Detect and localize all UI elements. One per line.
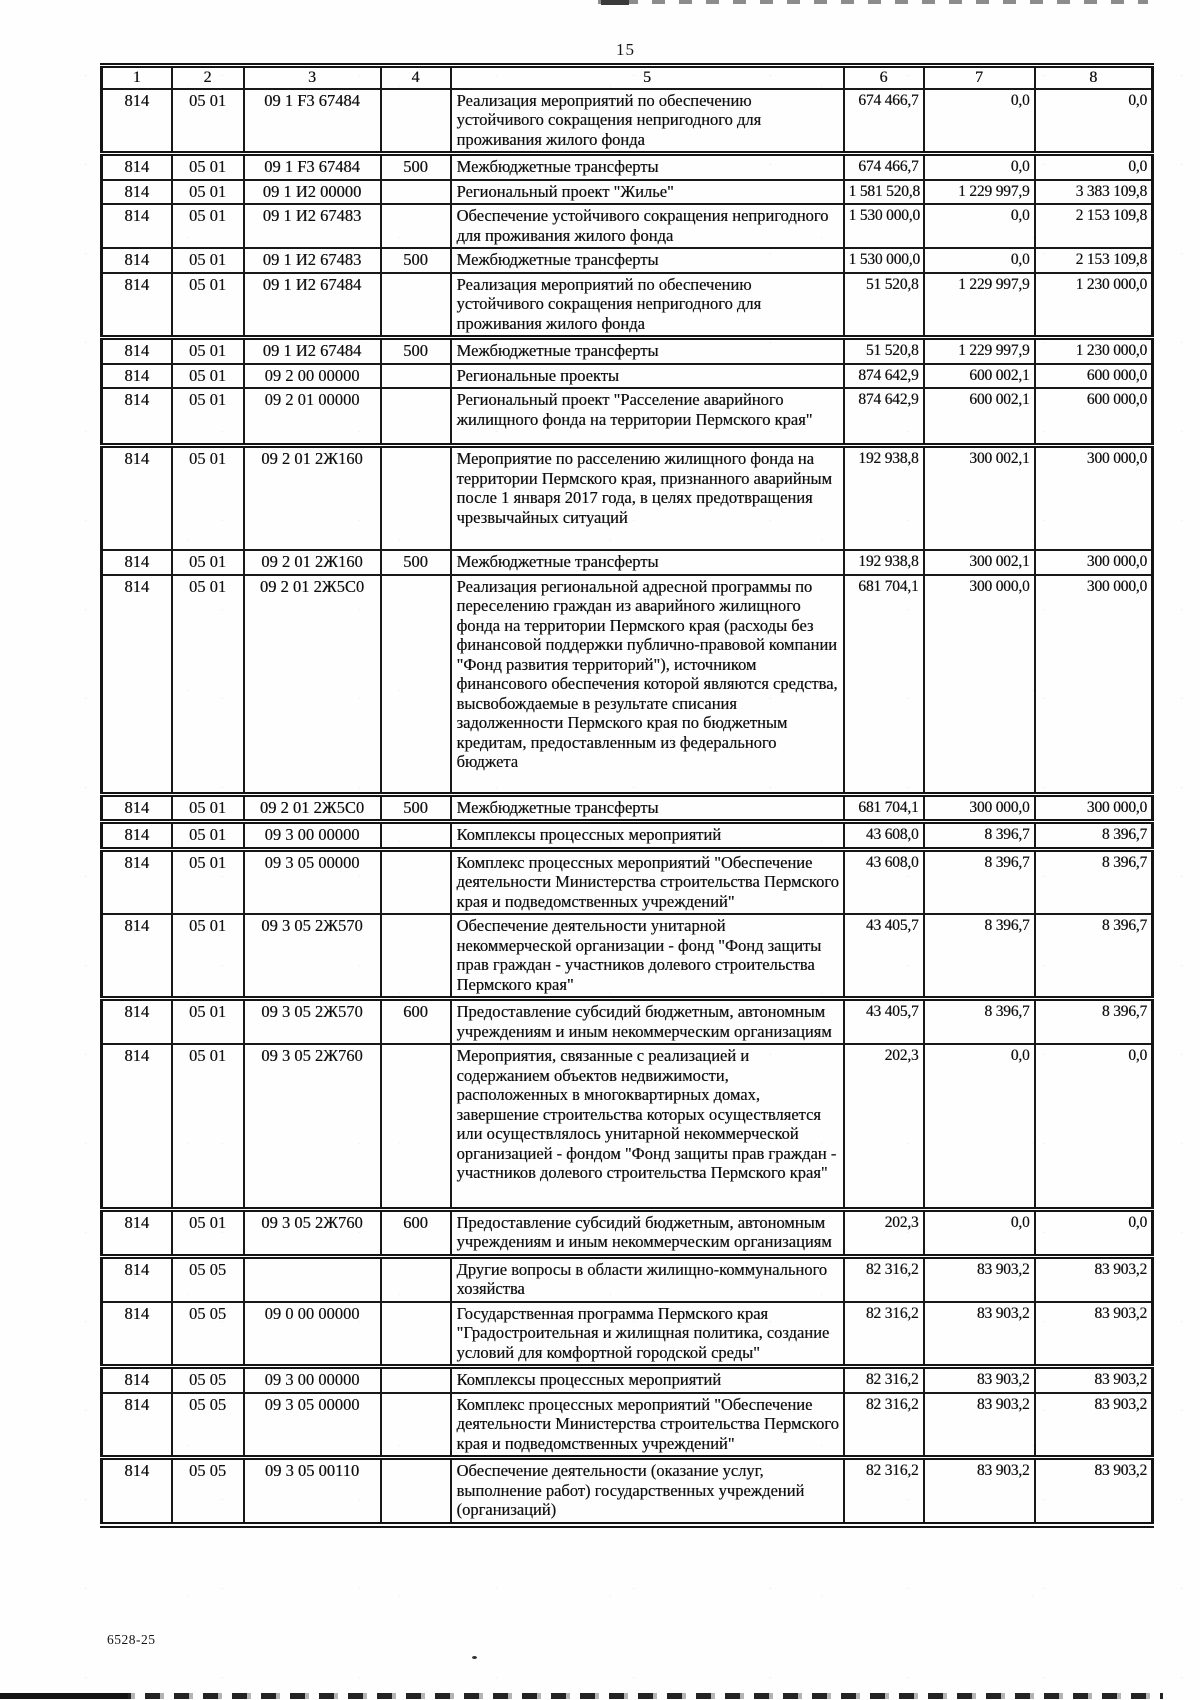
cell-expense-type-code <box>381 575 451 795</box>
table-row <box>102 154 1153 180</box>
cell-section-code: 05 01 <box>172 446 244 551</box>
cell-amount-col7: 0,0 <box>924 248 1035 273</box>
cell-section-code: 05 01 <box>172 338 244 364</box>
cell-amount-col6: 82 316,2 <box>844 1367 924 1393</box>
cell-target-article-code: 09 2 00 00000 <box>244 364 381 389</box>
cell-expense-name: Мероприятия, связанные с реализацией и содержанием объектов недвижимости, расположенных в многоквартирных домах, завершение строительства которых осуществляется или осуществлялось унитарной некоммерческой организацией - фондом "Фонд защиты прав граждан - участников долевого строительства Пермского края" <box>451 1044 844 1209</box>
cell-amount-col7: 8 396,7 <box>924 914 1035 999</box>
cell-section-code: 05 01 <box>172 89 244 154</box>
cell-amount-col8: 83 903,2 <box>1035 1256 1153 1302</box>
cell-grbs-code: 814 <box>102 914 172 999</box>
cell-target-article-code: 09 3 00 00000 <box>244 1367 381 1393</box>
cell-expense-name: Реализация мероприятий по обеспечению устойчивого сокращения непригодного для проживания жилого фонда <box>451 273 844 338</box>
cell-expense-name: Предоставление субсидий бюджетным, автономным учреждениям и иным некоммерческим организациям <box>451 999 844 1045</box>
cell-amount-col7: 300 002,1 <box>924 550 1035 575</box>
cell-amount-col7: 0,0 <box>924 204 1035 248</box>
cell-amount-col7: 83 903,2 <box>924 1393 1035 1458</box>
cell-expense-name: Государственная программа Пермского края "Градостроительная и жилищная политика, создание условий для комфортной городской среды" <box>451 1302 844 1367</box>
cell-amount-col7: 83 903,2 <box>924 1256 1035 1302</box>
cell-grbs-code: 814 <box>102 1367 172 1393</box>
cell-amount-col7: 300 000,0 <box>924 575 1035 795</box>
cell-amount-col7: 83 903,2 <box>924 1302 1035 1367</box>
cell-expense-name: Межбюджетные трансферты <box>451 338 844 364</box>
cell-section-code: 05 01 <box>172 794 244 822</box>
cell-amount-col6: 51 520,8 <box>844 273 924 338</box>
cell-expense-type-code <box>381 273 451 338</box>
cell-target-article-code <box>244 1256 381 1302</box>
cell-section-code: 05 01 <box>172 914 244 999</box>
cell-target-article-code: 09 1 F3 67484 <box>244 154 381 180</box>
cell-amount-col8: 600 000,0 <box>1035 364 1153 389</box>
cell-amount-col7: 600 002,1 <box>924 364 1035 389</box>
cell-amount-col6: 43 608,0 <box>844 849 924 914</box>
cell-amount-col7: 8 396,7 <box>924 999 1035 1045</box>
cell-expense-type-code <box>381 1044 451 1209</box>
column-header: 5 <box>451 66 844 89</box>
cell-amount-col7: 300 002,1 <box>924 446 1035 551</box>
cell-amount-col8: 8 396,7 <box>1035 849 1153 914</box>
cell-amount-col8: 0,0 <box>1035 89 1153 154</box>
cell-expense-type-code: 500 <box>381 550 451 575</box>
column-header: 4 <box>381 66 451 89</box>
cell-section-code: 05 01 <box>172 999 244 1045</box>
cell-amount-col8: 300 000,0 <box>1035 446 1153 551</box>
cell-expense-name: Обеспечение деятельности (оказание услуг, выполнение работ) государственных учреждений (организаций) <box>451 1458 844 1525</box>
scan-artifact-top-dashes <box>598 0 1148 4</box>
cell-expense-name: Другие вопросы в области жилищно-коммунального хозяйства <box>451 1256 844 1302</box>
cell-section-code: 05 01 <box>172 849 244 914</box>
cell-expense-type-code: 600 <box>381 1209 451 1256</box>
scan-artifact-speck <box>472 1656 477 1659</box>
cell-grbs-code: 814 <box>102 999 172 1045</box>
table-row <box>102 822 1153 850</box>
cell-grbs-code: 814 <box>102 364 172 389</box>
cell-section-code: 05 01 <box>172 1209 244 1256</box>
cell-section-code: 05 01 <box>172 550 244 575</box>
cell-section-code: 05 01 <box>172 575 244 795</box>
cell-amount-col6: 202,3 <box>844 1209 924 1256</box>
cell-expense-type-code: 500 <box>381 794 451 822</box>
cell-amount-col6: 681 704,1 <box>844 575 924 795</box>
cell-expense-name: Региональные проекты <box>451 364 844 389</box>
cell-target-article-code: 09 1 И2 67484 <box>244 273 381 338</box>
cell-amount-col6: 43 608,0 <box>844 822 924 850</box>
cell-amount-col8: 83 903,2 <box>1035 1393 1153 1458</box>
cell-amount-col6: 43 405,7 <box>844 999 924 1045</box>
cell-amount-col6: 674 466,7 <box>844 154 924 180</box>
cell-amount-col6: 674 466,7 <box>844 89 924 154</box>
cell-expense-type-code <box>381 204 451 248</box>
cell-section-code: 05 01 <box>172 180 244 205</box>
cell-expense-type-code <box>381 1302 451 1367</box>
cell-amount-col6: 192 938,8 <box>844 446 924 551</box>
scan-artifact-top-mark <box>601 0 629 5</box>
table-row <box>102 89 1153 154</box>
cell-expense-type-code <box>381 1367 451 1393</box>
cell-grbs-code: 814 <box>102 794 172 822</box>
cell-amount-col8: 0,0 <box>1035 154 1153 180</box>
cell-grbs-code: 814 <box>102 89 172 154</box>
table-row <box>102 338 1153 364</box>
cell-grbs-code: 814 <box>102 575 172 795</box>
table-row <box>102 1256 1153 1302</box>
cell-grbs-code: 814 <box>102 1209 172 1256</box>
cell-grbs-code: 814 <box>102 1393 172 1458</box>
cell-amount-col6: 82 316,2 <box>844 1458 924 1525</box>
cell-section-code: 05 05 <box>172 1256 244 1302</box>
column-header: 3 <box>244 66 381 89</box>
cell-grbs-code: 814 <box>102 1044 172 1209</box>
cell-amount-col7: 0,0 <box>924 89 1035 154</box>
cell-grbs-code: 814 <box>102 273 172 338</box>
table-row <box>102 914 1153 999</box>
cell-section-code: 05 05 <box>172 1393 244 1458</box>
cell-section-code: 05 01 <box>172 822 244 850</box>
cell-target-article-code: 09 1 И2 67483 <box>244 204 381 248</box>
cell-expense-type-code <box>381 849 451 914</box>
table-row <box>102 446 1153 551</box>
cell-target-article-code: 09 2 01 2Ж5С0 <box>244 794 381 822</box>
cell-amount-col8: 83 903,2 <box>1035 1458 1153 1525</box>
cell-target-article-code: 09 3 05 2Ж760 <box>244 1209 381 1256</box>
cell-section-code: 05 01 <box>172 248 244 273</box>
table-row <box>102 1393 1153 1458</box>
cell-target-article-code: 09 3 05 00110 <box>244 1458 381 1525</box>
cell-target-article-code: 09 1 F3 67484 <box>244 89 381 154</box>
cell-amount-col8: 83 903,2 <box>1035 1367 1153 1393</box>
cell-amount-col8: 3 383 109,8 <box>1035 180 1153 205</box>
table-row <box>102 248 1153 273</box>
cell-amount-col7: 83 903,2 <box>924 1458 1035 1525</box>
cell-grbs-code: 814 <box>102 1302 172 1367</box>
cell-section-code: 05 05 <box>172 1367 244 1393</box>
cell-amount-col7: 8 396,7 <box>924 822 1035 850</box>
cell-expense-name: Обеспечение устойчивого сокращения непригодного для проживания жилого фонда <box>451 204 844 248</box>
cell-expense-type-code <box>381 822 451 850</box>
cell-target-article-code: 09 3 00 00000 <box>244 822 381 850</box>
cell-amount-col8: 2 153 109,8 <box>1035 248 1153 273</box>
cell-amount-col7: 600 002,1 <box>924 388 1035 446</box>
cell-expense-type-code: 500 <box>381 248 451 273</box>
cell-amount-col8: 600 000,0 <box>1035 388 1153 446</box>
table-row <box>102 849 1153 914</box>
table-row <box>102 1044 1153 1209</box>
column-header: 8 <box>1035 66 1153 89</box>
cell-target-article-code: 09 3 05 2Ж570 <box>244 999 381 1045</box>
cell-amount-col8: 300 000,0 <box>1035 550 1153 575</box>
cell-amount-col8: 1 230 000,0 <box>1035 273 1153 338</box>
cell-target-article-code: 09 3 05 2Ж570 <box>244 914 381 999</box>
cell-amount-col6: 874 642,9 <box>844 388 924 446</box>
cell-amount-col7: 8 396,7 <box>924 849 1035 914</box>
column-header: 2 <box>172 66 244 89</box>
cell-amount-col7: 0,0 <box>924 1209 1035 1256</box>
cell-amount-col7: 1 229 997,9 <box>924 338 1035 364</box>
cell-target-article-code: 09 1 И2 67483 <box>244 248 381 273</box>
cell-amount-col8: 8 396,7 <box>1035 822 1153 850</box>
cell-expense-name: Мероприятие по расселению жилищного фонда на территории Пермского края, признанного аварийным после 1 января 2017 года, в целях предотвращения чрезвычайных ситуаций <box>451 446 844 551</box>
cell-expense-name: Межбюджетные трансферты <box>451 794 844 822</box>
cell-expense-type-code <box>381 1458 451 1525</box>
cell-amount-col6: 82 316,2 <box>844 1256 924 1302</box>
cell-section-code: 05 01 <box>172 154 244 180</box>
table-row <box>102 1458 1153 1525</box>
cell-expense-type-code <box>381 914 451 999</box>
table-row <box>102 204 1153 248</box>
cell-expense-type-code: 600 <box>381 999 451 1045</box>
cell-grbs-code: 814 <box>102 849 172 914</box>
cell-target-article-code: 09 3 05 2Ж760 <box>244 1044 381 1209</box>
cell-expense-type-code: 500 <box>381 154 451 180</box>
cell-expense-name: Региональный проект "Жилье" <box>451 180 844 205</box>
cell-target-article-code: 09 2 01 00000 <box>244 388 381 446</box>
cell-section-code: 05 05 <box>172 1302 244 1367</box>
cell-expense-name: Комплексы процессных мероприятий <box>451 822 844 850</box>
cell-amount-col6: 51 520,8 <box>844 338 924 364</box>
cell-amount-col6: 192 938,8 <box>844 550 924 575</box>
cell-grbs-code: 814 <box>102 1458 172 1525</box>
cell-section-code: 05 05 <box>172 1458 244 1525</box>
table-row <box>102 999 1153 1045</box>
cell-section-code: 05 01 <box>172 1044 244 1209</box>
cell-expense-name: Межбюджетные трансферты <box>451 550 844 575</box>
cell-grbs-code: 814 <box>102 550 172 575</box>
column-header: 6 <box>844 66 924 89</box>
cell-target-article-code: 09 3 05 00000 <box>244 849 381 914</box>
cell-amount-col7: 0,0 <box>924 154 1035 180</box>
cell-expense-name: Предоставление субсидий бюджетным, автономным учреждениям и иным некоммерческим организациям <box>451 1209 844 1256</box>
document-footer-code: 6528-25 <box>107 1632 156 1647</box>
cell-expense-type-code <box>381 388 451 446</box>
cell-amount-col6: 82 316,2 <box>844 1393 924 1458</box>
cell-expense-name: Реализация мероприятий по обеспечению устойчивого сокращения непригодного для проживания жилого фонда <box>451 89 844 154</box>
table-row <box>102 180 1153 205</box>
cell-amount-col6: 43 405,7 <box>844 914 924 999</box>
cell-grbs-code: 814 <box>102 388 172 446</box>
cell-amount-col8: 0,0 <box>1035 1209 1153 1256</box>
cell-amount-col7: 1 229 997,9 <box>924 180 1035 205</box>
cell-amount-col8: 0,0 <box>1035 1044 1153 1209</box>
cell-amount-col6: 202,3 <box>844 1044 924 1209</box>
cell-amount-col8: 300 000,0 <box>1035 794 1153 822</box>
budget-table <box>100 63 1154 1528</box>
cell-amount-col6: 681 704,1 <box>844 794 924 822</box>
cell-amount-col8: 8 396,7 <box>1035 999 1153 1045</box>
table-row <box>102 575 1153 795</box>
cell-amount-col6: 1 581 520,8 <box>844 180 924 205</box>
table-row <box>102 1209 1153 1256</box>
cell-amount-col6: 1 530 000,0 <box>844 204 924 248</box>
cell-target-article-code: 09 0 00 00000 <box>244 1302 381 1367</box>
table-row <box>102 794 1153 822</box>
cell-target-article-code: 09 2 01 2Ж160 <box>244 446 381 551</box>
cell-grbs-code: 814 <box>102 1256 172 1302</box>
cell-expense-name: Межбюджетные трансферты <box>451 248 844 273</box>
header-row <box>102 66 1153 89</box>
column-header: 1 <box>102 66 172 89</box>
cell-expense-name: Комплекс процессных мероприятий "Обеспечение деятельности Министерства строительства Пермского края и подведомственных учреждений" <box>451 849 844 914</box>
cell-grbs-code: 814 <box>102 446 172 551</box>
cell-expense-name: Региональный проект "Расселение аварийного жилищного фонда на территории Пермского края" <box>451 388 844 446</box>
table-row <box>102 364 1153 389</box>
cell-expense-type-code <box>381 1393 451 1458</box>
table-row <box>102 550 1153 575</box>
cell-amount-col7: 1 229 997,9 <box>924 273 1035 338</box>
cell-amount-col8: 300 000,0 <box>1035 575 1153 795</box>
cell-target-article-code: 09 1 И2 00000 <box>244 180 381 205</box>
cell-amount-col7: 300 000,0 <box>924 794 1035 822</box>
table-row <box>102 1367 1153 1393</box>
cell-expense-name: Комплекс процессных мероприятий "Обеспечение деятельности Министерства строительства Пермского края и подведомственных учреждений" <box>451 1393 844 1458</box>
cell-expense-type-code <box>381 89 451 154</box>
cell-target-article-code: 09 3 05 00000 <box>244 1393 381 1458</box>
cell-grbs-code: 814 <box>102 248 172 273</box>
cell-expense-name: Обеспечение деятельности унитарной некоммерческой организации - фонд "Фонд защиты прав граждан - участников долевого строительства Пермского края" <box>451 914 844 999</box>
cell-target-article-code: 09 2 01 2Ж5С0 <box>244 575 381 795</box>
cell-amount-col6: 874 642,9 <box>844 364 924 389</box>
cell-target-article-code: 09 1 И2 67484 <box>244 338 381 364</box>
cell-amount-col8: 2 153 109,8 <box>1035 204 1153 248</box>
cell-amount-col8: 1 230 000,0 <box>1035 338 1153 364</box>
cell-grbs-code: 814 <box>102 338 172 364</box>
table-row <box>102 273 1153 338</box>
cell-expense-name: Комплексы процессных мероприятий <box>451 1367 844 1393</box>
cell-grbs-code: 814 <box>102 180 172 205</box>
cell-amount-col8: 83 903,2 <box>1035 1302 1153 1367</box>
cell-amount-col7: 0,0 <box>924 1044 1035 1209</box>
cell-grbs-code: 814 <box>102 154 172 180</box>
scan-artifact-bottom-line <box>0 1693 1163 1699</box>
cell-section-code: 05 01 <box>172 204 244 248</box>
cell-section-code: 05 01 <box>172 273 244 338</box>
cell-grbs-code: 814 <box>102 822 172 850</box>
cell-expense-name: Межбюджетные трансферты <box>451 154 844 180</box>
cell-grbs-code: 814 <box>102 204 172 248</box>
cell-section-code: 05 01 <box>172 388 244 446</box>
table-row <box>102 388 1153 446</box>
cell-amount-col6: 82 316,2 <box>844 1302 924 1367</box>
cell-expense-type-code <box>381 180 451 205</box>
cell-expense-type-code <box>381 1256 451 1302</box>
table-row <box>102 1302 1153 1367</box>
column-header: 7 <box>924 66 1035 89</box>
cell-target-article-code: 09 2 01 2Ж160 <box>244 550 381 575</box>
cell-expense-type-code: 500 <box>381 338 451 364</box>
cell-amount-col6: 1 530 000,0 <box>844 248 924 273</box>
cell-expense-name: Реализация региональной адресной программы по переселению граждан из аварийного жилищного фонда на территории Пермского края (расходы без финансовой поддержки публично-правовой компании "Фонд развития территорий"), источником финансового обеспечения которой являются средства, высвобождаемые в результате списания задолженности Пермского края по бюджетным кредитам, предоставленным из федерального бюджета <box>451 575 844 795</box>
page-number: 15 <box>616 40 635 59</box>
cell-expense-type-code <box>381 446 451 551</box>
cell-section-code: 05 01 <box>172 364 244 389</box>
cell-amount-col7: 83 903,2 <box>924 1367 1035 1393</box>
cell-amount-col8: 8 396,7 <box>1035 914 1153 999</box>
cell-expense-type-code <box>381 364 451 389</box>
